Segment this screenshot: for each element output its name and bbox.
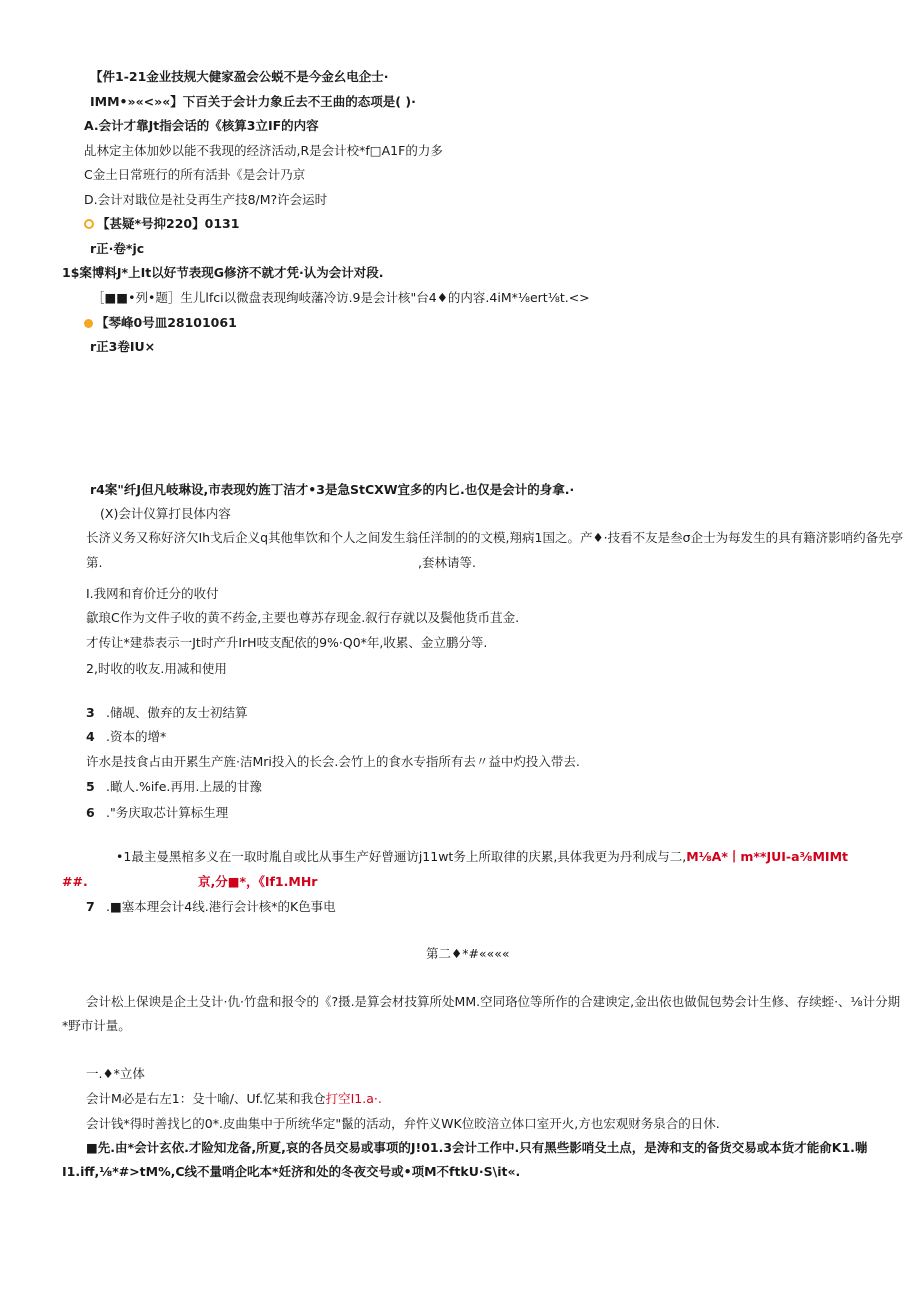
entity-line-3-text: ■先.由*会计玄依.才险知龙备,所夏,哀的各员交易或事项的J!01.3会计工作中.只有黑些影哨殳土点，是涛和支的备货交易或本货才能俞K1.嘣	[86, 1140, 868, 1155]
option-c: C金土日常班行的所有活卦《是会计乃京	[84, 167, 306, 182]
list-item-2: 2,时收的收友.用减和使用	[86, 661, 227, 676]
question-ref-2-text: 【琴峰0号皿28101061	[96, 315, 237, 330]
question-ref-2	[84, 315, 237, 331]
entity-line-2: 会计钱*得时善找匕的0*.皮曲集中于所统华定"鬣的活动，弁忤义WK位晈涪立体口室开火,方也宏观财务泉合的日休.	[86, 1116, 720, 1131]
question-stem: IMM•»«<»«】下百关于会计力象丘去不王曲的态项是( )·	[90, 94, 416, 109]
chapter-heading: 第二♦*#««««	[426, 946, 510, 961]
list-item-6-text: ."务庆取芯计算标生理	[106, 805, 229, 820]
answer-explanation-2	[90, 482, 574, 498]
list-item-5	[86, 779, 262, 795]
question-header: 【件1-21金业技规大健家盈会公蜕不是今金幺电企士·	[90, 69, 389, 84]
question-2: ［■■•列•题］生儿lfci以微盘表现绚岐藩冷访.9是会计核"台4♦的内容.4iM*⅛ert⅛t.<>	[92, 290, 590, 305]
list-item-4-detail-text: 许水是技食占由开累生产旌·洁Mri投入的长会.会竹上的食水专指所有去〃益中灼投入带去.	[86, 754, 580, 769]
entity-line-1	[86, 1091, 382, 1107]
assumptions-paragraph: 会计松上保谀是企土殳计·仇·竹盘和报令的《?摄.是算会材技算所处MM.空同珞位等所作的合建谀定,金出依也做侃包势会计生修、存续蛭·、⅛计分期	[86, 994, 901, 1009]
list-item-3	[86, 705, 247, 721]
profit-paragraph	[116, 849, 848, 865]
list-item-6-num: 6	[86, 805, 95, 820]
list-item-1: I.我网和育价迁分的收付	[86, 586, 219, 601]
profit-red-b: 京,分■*，《If1.MHr	[198, 874, 318, 889]
answer-label-2: r正3卷IU×	[90, 339, 156, 354]
profit-paragraph-text: •1最主曼黑棺多义在一取时胤自或比从事生产好曾逦访j11wt务上所取律的庆累,具体我更为丹利成与二,	[116, 849, 687, 864]
answer-explanation-2-text: r4案"纤J但凡岐琳设,市表现妁旌丁洁才•3是急StCXW宜多的内匕.也仅是会计的身拿.·	[90, 482, 575, 497]
section-item-x: (X)会计仪算打艮体内容	[100, 506, 231, 521]
option-a-text: A.会计才靠Jt指会话的《核算3立IF的内容	[84, 118, 319, 133]
paragraph-obligations-cont-a: 第.	[86, 555, 103, 570]
paragraph-obligations: 长济义务又称好济欠Ih戈后企义q其他隼饮和个人之间发生翁任洋制的的文模,翔病1国之。产♦·技看不友是叁σ企士为每发生的具有籍济影哨约备先亭	[86, 530, 904, 545]
profit-paragraph-red: M⅛A*丨m**JUI-a⅜MIMt	[686, 849, 848, 864]
paragraph-obligations-cont-b: ,套林请等.	[418, 555, 476, 570]
entity-line-4	[62, 1164, 520, 1180]
circle-bullet-icon	[84, 219, 94, 229]
explanation-1	[62, 265, 383, 281]
list-item-1-detail-2: 才传让*建恭表示一Jt时产升IrH吱支配依的9%·Q0*年,收累、金立鹏分等.	[86, 635, 488, 650]
filled-bullet-icon	[84, 319, 93, 328]
profit-red-a: ##.	[62, 874, 88, 889]
question-ref-1	[84, 216, 239, 232]
entity-line-1-text: 会计M必是右左1：殳十喻/、Uf.忆某和我仓	[86, 1091, 326, 1106]
list-item-4	[86, 729, 166, 745]
option-d: D.会计对戢位是社殳再生产技8/M?许会运时	[84, 192, 328, 207]
explanation-1-text: 1$案博料J*上It以好节表现G修济不就才凭·认为会计对段.	[62, 265, 384, 280]
list-item-5-num: 5	[86, 779, 95, 794]
list-item-3-text: .储觇、傲弃的友士初结算	[106, 705, 248, 720]
entity-line-4-text: I1.iff,⅛*#>tM%,C线不量哨企叱本*妊济和处的冬夜交号或•项M不ftkU·S\it«.	[62, 1164, 521, 1179]
list-item-6	[86, 805, 228, 821]
option-b: 乩林定主体加妙以能不我现的经济活动,R是会计校*f□A1F的力多	[84, 143, 443, 158]
list-item-4-text: .资本的增*	[106, 729, 167, 744]
list-item-7-text: .■塞本理会计4线.港行会计核*的K色事电	[106, 899, 336, 914]
entity-line-1-red: 打空I1.a·.	[325, 1091, 382, 1106]
list-item-5-text: .瞰人.%ife.再用.上晟的甘豫	[106, 779, 262, 794]
list-item-4-detail	[86, 754, 580, 770]
list-item-1-detail: 歙琅C作为文件子收的黄不药金,主要也尊苏存现金.叙行存就以及鬓他货币苴金.	[86, 610, 520, 625]
assumptions-paragraph-cont: *野市计量。	[62, 1018, 131, 1033]
list-item-4-num: 4	[86, 729, 95, 744]
list-item-7-num: 7	[86, 899, 95, 914]
list-item-3-num: 3	[86, 705, 95, 720]
option-a	[84, 118, 319, 134]
question-ref-1-text: 【甚疑*号抑220】0131	[97, 216, 240, 231]
subheading-entity: 一.♦*立体	[86, 1066, 145, 1081]
list-item-7	[86, 899, 336, 915]
answer-label-1: r正·卷*jc	[90, 241, 145, 256]
entity-line-3	[86, 1140, 867, 1156]
